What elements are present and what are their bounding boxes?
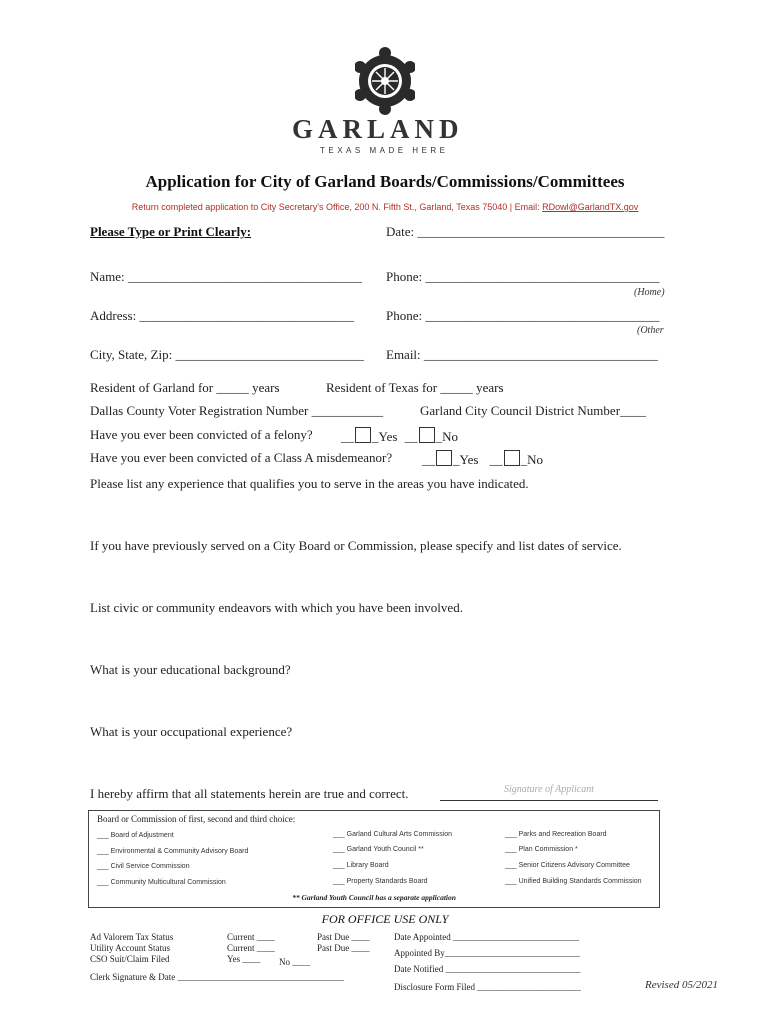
email-field[interactable]: Email: ____________________________________ (386, 347, 658, 362)
voter-registration-field[interactable]: Dallas County Voter Registration Number ___________ (90, 403, 384, 418)
board-option[interactable]: ___ Garland Youth Council ** (333, 846, 424, 853)
council-district-field[interactable]: Garland City Council District Number____ (420, 403, 647, 418)
board-option[interactable]: ___ Civil Service Commission (97, 863, 190, 870)
return-text: Return completed application to City Secretary's Office, 200 N. Fifth St., Garland, Texas 75040 | Email: (131, 202, 543, 212)
past-due-field-2[interactable]: Past Due ____ (317, 943, 370, 953)
signature-hint: Signature of Applicant (504, 784, 594, 795)
past-due-field-1[interactable]: Past Due ____ (317, 932, 370, 942)
return-instructions (0, 202, 770, 212)
revision-date: Revised 05/2021 (645, 979, 719, 991)
board-option[interactable]: ___ Plan Commission * (505, 846, 578, 853)
board-option[interactable]: ___ Library Board (333, 862, 389, 869)
name-field[interactable]: Name: ____________________________________ (90, 269, 362, 284)
phone-home-field[interactable]: Phone: ____________________________________ (386, 269, 660, 284)
misdemeanor-yes-label: Yes (459, 452, 479, 467)
misdemeanor-no-label: No (527, 452, 544, 467)
appointed-by-field[interactable]: Appointed By______________________________ (394, 948, 580, 958)
board-choice-box (88, 810, 660, 908)
clerk-signature-field[interactable]: Clerk Signature & Date _____________________________________ (90, 972, 344, 982)
utility-label: Utility Account Status (90, 943, 170, 953)
address-field[interactable]: Address: _________________________________ (90, 308, 354, 323)
resident-texas-field[interactable]: Resident of Texas for _____ years (326, 380, 504, 395)
board-option[interactable]: ___ Board of Adjustment (97, 832, 174, 839)
ad-valorem-label: Ad Valorem Tax Status (90, 932, 174, 942)
phone-other-field[interactable]: Phone: ____________________________________ (386, 308, 660, 323)
disclosure-form-field[interactable]: Disclosure Form Filed _______________________ (394, 982, 581, 992)
board-option[interactable]: ___ Senior Citizens Advisory Committee (505, 862, 630, 869)
board-option[interactable]: ___ Community Multicultural Commission (97, 879, 226, 886)
board-option[interactable]: ___ Garland Cultural Arts Commission (333, 831, 453, 838)
affirmation-text: I hereby affirm that all statements herein are true and correct. (90, 786, 409, 801)
felony-options: __ _Yes __ _No (341, 429, 459, 444)
office-use-heading: FOR OFFICE USE ONLY (321, 912, 449, 926)
date-notified-field[interactable]: Date Notified ______________________________ (394, 964, 581, 974)
felony-no-checkbox[interactable] (419, 427, 435, 443)
youth-council-footnote: ** Garland Youth Council has a separate application (292, 893, 456, 902)
felony-no-label: No (442, 429, 459, 444)
question-civic: List civic or community endeavors with which you have been involved. (90, 600, 463, 615)
yes-field[interactable]: Yes ____ (227, 954, 261, 964)
resident-garland-field[interactable]: Resident of Garland for _____ years (90, 380, 280, 395)
board-option[interactable]: ___ Parks and Recreation Board (505, 831, 607, 838)
misdemeanor-no-checkbox[interactable] (504, 450, 520, 466)
garland-logo-emblem (355, 47, 415, 115)
felony-yes-checkbox[interactable] (355, 427, 371, 443)
cso-label: CSO Suit/Claim Filed (90, 954, 170, 964)
logo-wordmark: GARLAND (292, 114, 464, 144)
home-note: (Home) (634, 287, 665, 298)
question-experience: Please list any experience that qualifies you to serve in the areas you have indicated. (90, 476, 529, 491)
board-option[interactable]: ___ Property Standards Board (333, 878, 428, 885)
question-previous-service: If you have previously served on a City Board or Commission, please specify and list dates of service. (90, 538, 622, 553)
misdemeanor-yes-checkbox[interactable] (436, 450, 452, 466)
signature-line[interactable] (440, 786, 658, 801)
page-title: Application for City of Garland Boards/Commissions/Committees (145, 172, 625, 191)
email-link[interactable]: RDowl@GarlandTX.gov (542, 202, 639, 212)
date-field[interactable]: Date: ______________________________________ (386, 224, 665, 239)
question-occupation: What is your occupational experience? (90, 724, 293, 739)
current-field-2[interactable]: Current ____ (227, 943, 275, 953)
logo-tagline: TEXAS MADE HERE (320, 146, 449, 155)
question-education: What is your educational background? (90, 662, 291, 677)
misdemeanor-options: __ _Yes __ _No (422, 452, 544, 467)
date-appointed-field[interactable]: Date Appointed ____________________________ (394, 932, 579, 942)
felony-question: Have you ever been convicted of a felony? (90, 427, 313, 442)
print-clearly-label: Please Type or Print Clearly: (90, 224, 252, 239)
current-field-1[interactable]: Current ____ (227, 932, 275, 942)
board-heading: Board or Commission of first, second and third choice: (97, 814, 296, 824)
misdemeanor-question: Have you ever been convicted of a Class A misdemeanor? (90, 450, 393, 465)
no-field[interactable]: No ____ (279, 957, 311, 967)
board-option[interactable]: ___ Environmental & Community Advisory Board (97, 848, 249, 855)
other-note: (Other (637, 325, 664, 336)
felony-yes-label: Yes (378, 429, 398, 444)
city-state-zip-field[interactable]: City, State, Zip: _____________________________ (90, 347, 364, 362)
board-option[interactable]: ___ Unified Building Standards Commission (505, 878, 642, 885)
